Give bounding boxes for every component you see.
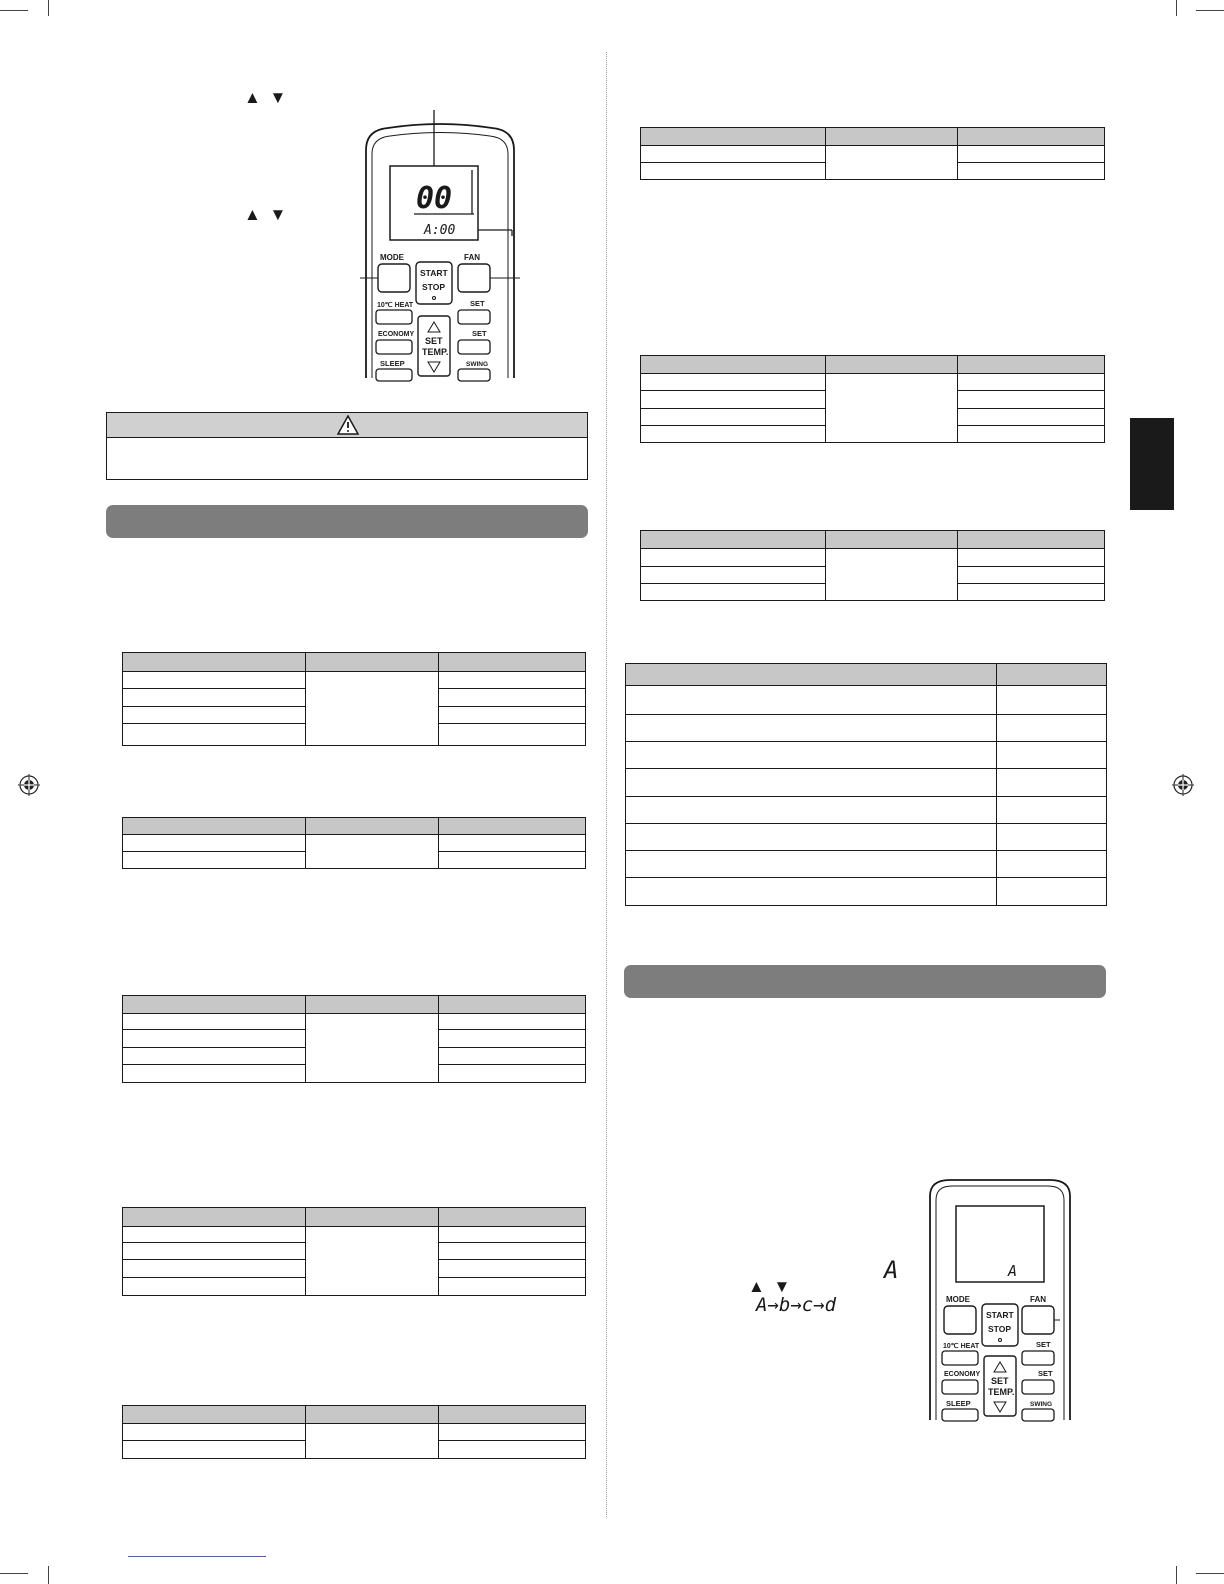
crop-mark-top-left (0, 10, 28, 11)
crop-mark-bottom-right-v (1176, 1566, 1177, 1584)
section-banner-right (624, 965, 1106, 998)
up-down-arrows-1: ▲ ▼ (244, 88, 289, 107)
crop-mark-bottom-left-v (48, 1566, 49, 1584)
fan-label-2: FAN (1030, 1295, 1046, 1304)
up-down-arrows-right: ▲ ▼ (748, 1277, 793, 1296)
set-temp-label-4: TEMP. (988, 1387, 1015, 1397)
section-banner-left (106, 505, 588, 538)
heat-10-label: 10℃ HEAT (377, 302, 414, 309)
settings-table-left-3 (122, 995, 586, 1083)
display-char-a: A (884, 1256, 899, 1284)
set-temp-label-3: SET (991, 1376, 1009, 1386)
remote-control-illustration-bottom (926, 1176, 1086, 1424)
settings-table-right-1 (640, 127, 1105, 180)
address-sequence: A→b→c→d (756, 1294, 837, 1316)
stop-label: STOP (422, 282, 445, 292)
caution-box (106, 412, 588, 480)
fan-label: FAN (464, 253, 480, 262)
set-label-1: SET (470, 299, 485, 308)
remote-control-illustration-top (360, 110, 520, 382)
economy-label-2: ECONOMY (944, 1371, 981, 1378)
crop-mark-top-right-v (1176, 0, 1177, 16)
swing-label-2: SWING (1030, 1401, 1053, 1408)
settings-table-left-2 (122, 817, 586, 869)
heat-10-label-2: 10℃ HEAT (943, 1343, 980, 1350)
column-divider (606, 52, 607, 1517)
settings-table-right-3 (640, 530, 1105, 601)
set-label-3: SET (1036, 1340, 1051, 1349)
lcd-sub-digits: A:00 (424, 223, 456, 238)
set-temp-label-1: SET (425, 336, 443, 346)
settings-table-left-4 (122, 1207, 586, 1296)
mode-label-2: MODE (946, 1295, 970, 1304)
start-label-2: START (986, 1310, 1014, 1320)
footer-link-underline[interactable] (128, 1556, 266, 1557)
economy-label: ECONOMY (378, 331, 415, 338)
settings-table-left-1 (122, 652, 586, 746)
settings-table-left-5 (122, 1405, 586, 1459)
function-table-right (625, 663, 1107, 906)
up-down-arrows-2: ▲ ▼ (244, 205, 289, 224)
registration-mark-left (18, 774, 40, 796)
swing-label: SWING (466, 361, 489, 368)
crop-mark-bottom-left (0, 1573, 28, 1574)
crop-mark-bottom-right (1196, 1573, 1224, 1574)
sleep-label-2: SLEEP (946, 1399, 971, 1408)
lcd-main-digits: 00 (416, 181, 453, 216)
warning-triangle-icon (337, 415, 359, 435)
set-label-2: SET (472, 329, 487, 338)
language-side-tab (1130, 418, 1174, 510)
registration-mark-right (1172, 774, 1194, 796)
sleep-label: SLEEP (380, 359, 405, 368)
stop-label-2: STOP (988, 1324, 1011, 1334)
settings-table-right-2 (640, 355, 1105, 443)
mode-label: MODE (380, 253, 404, 262)
lcd-sub-char: A (1008, 1262, 1018, 1280)
crop-mark-top-right (1196, 10, 1224, 11)
set-temp-label-2: TEMP. (422, 347, 449, 357)
start-label: START (420, 268, 448, 278)
crop-mark-top-left-v (48, 0, 49, 16)
set-label-4: SET (1038, 1369, 1053, 1378)
